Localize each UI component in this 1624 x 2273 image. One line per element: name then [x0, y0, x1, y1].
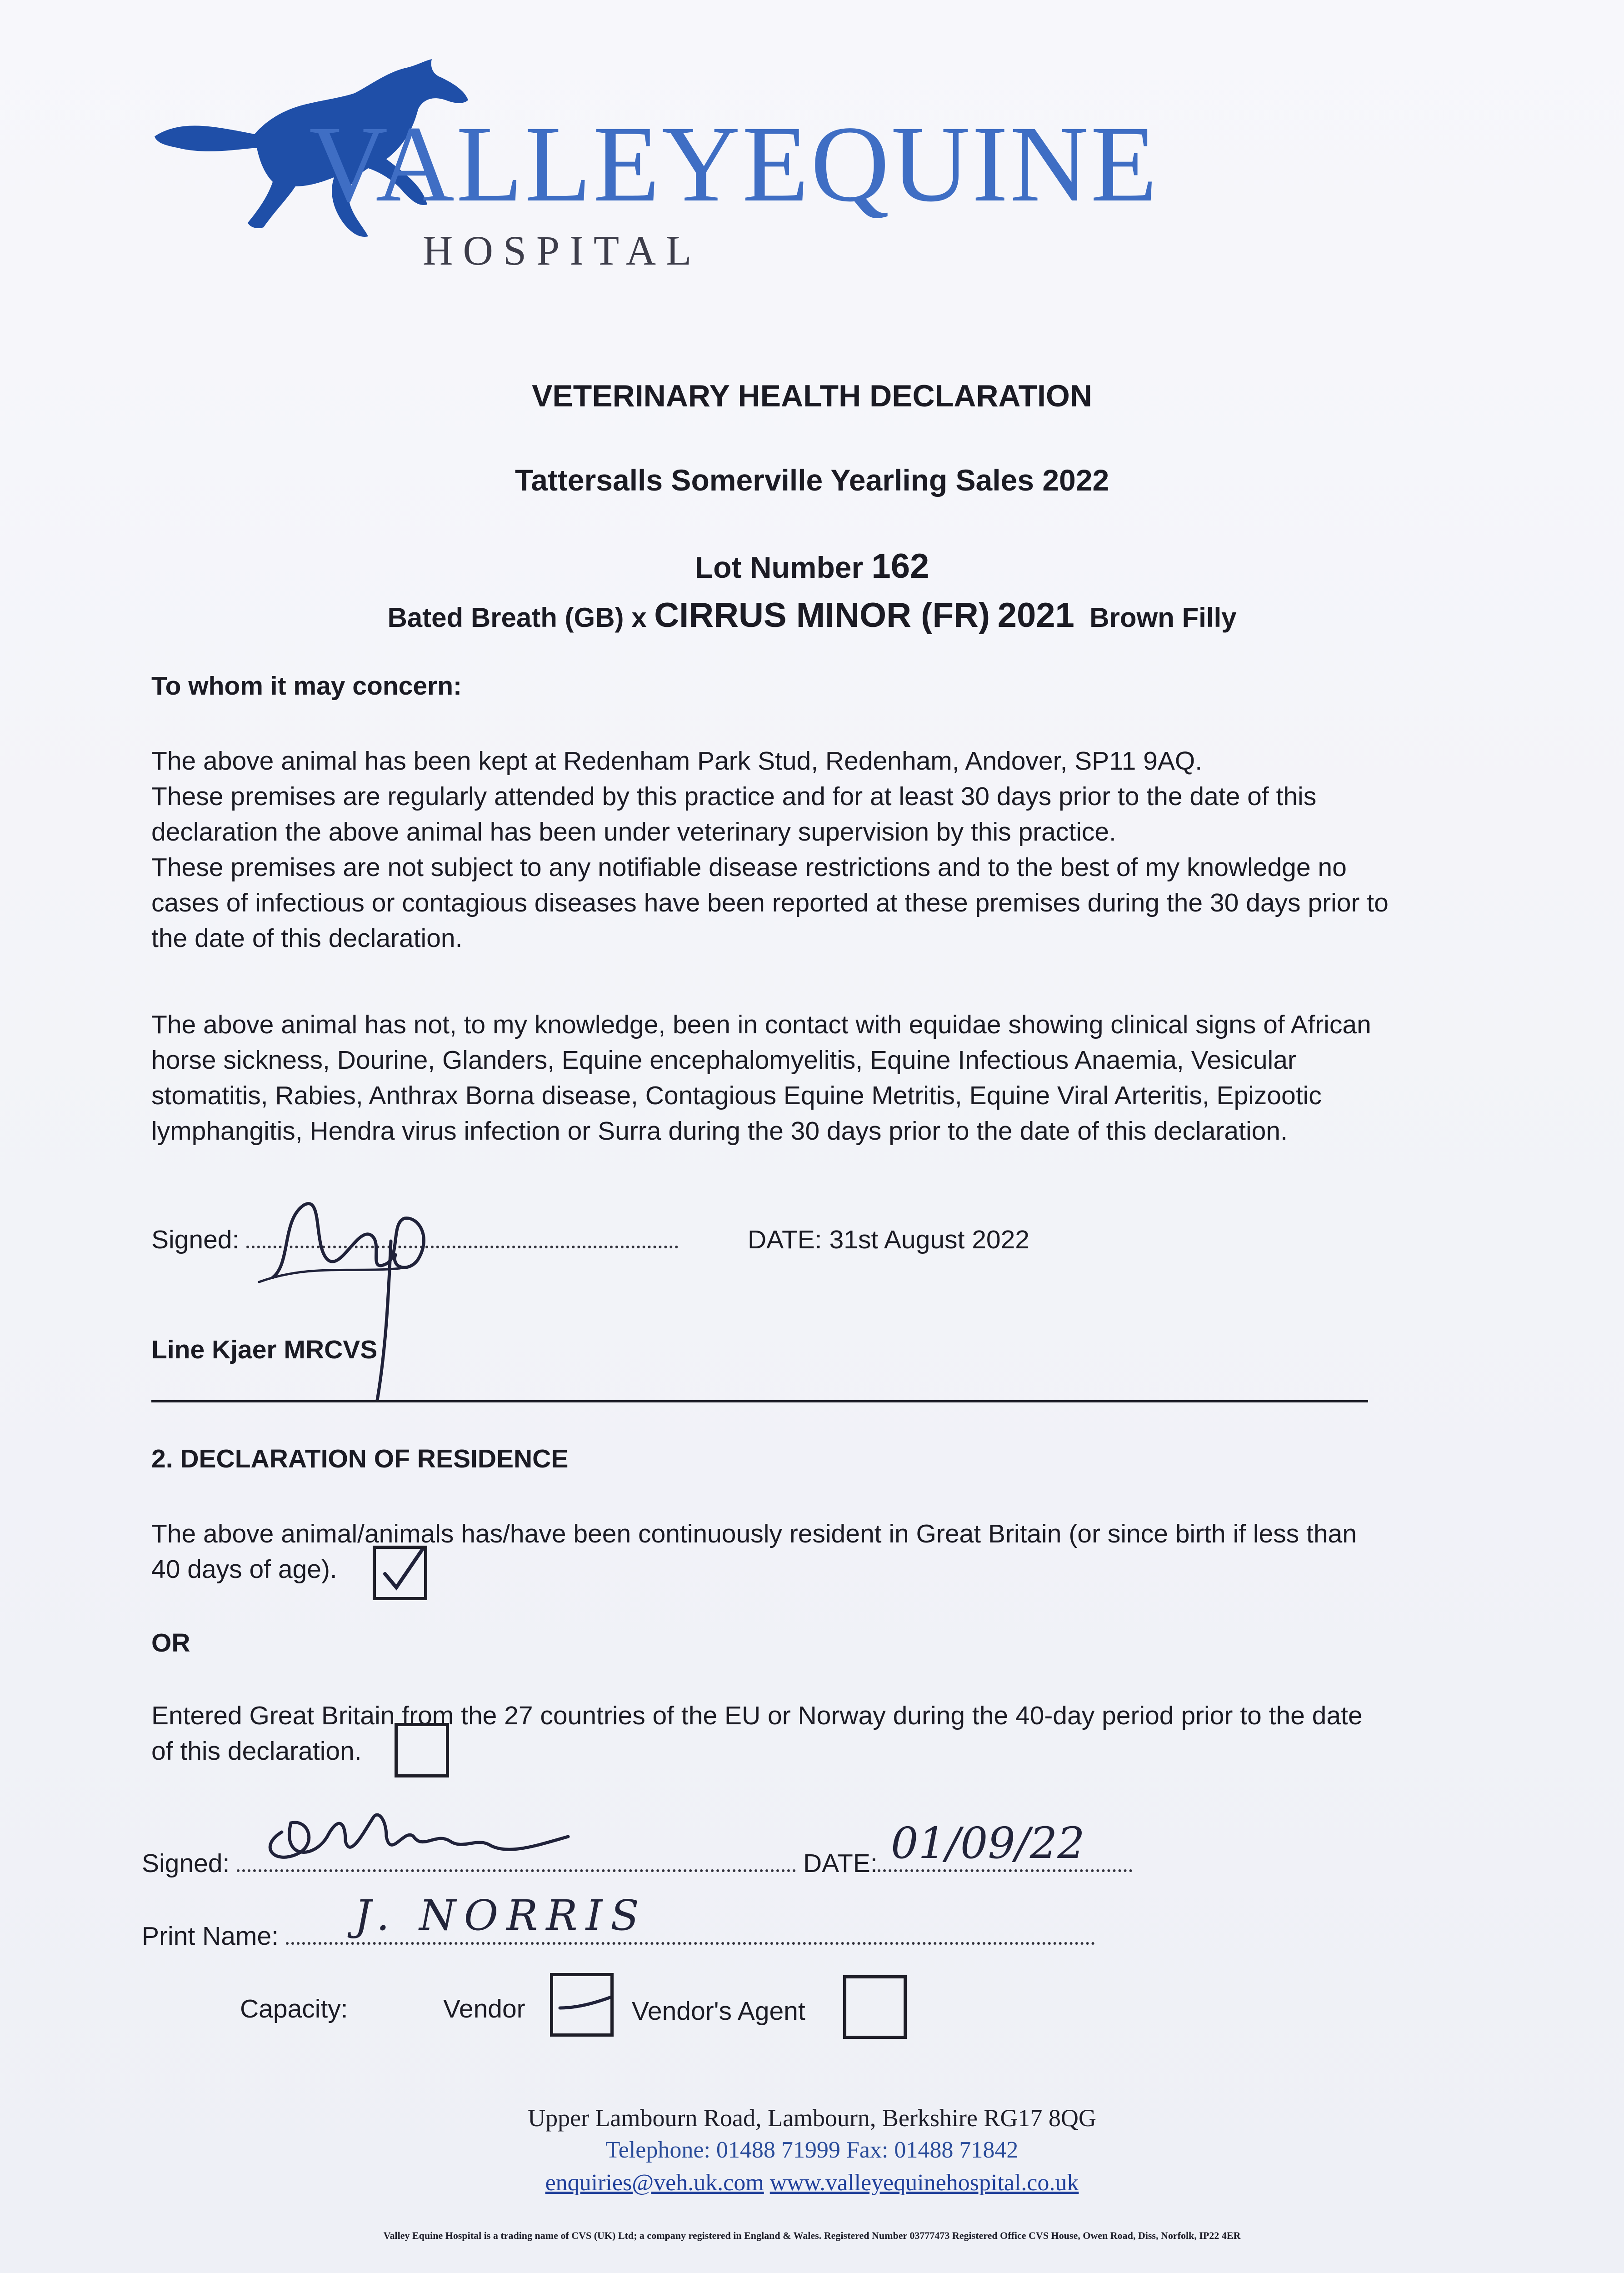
vendor-checkbox[interactable]	[550, 1973, 614, 2037]
signed-label: Signed:	[151, 1225, 240, 1254]
horse-description: Brown Filly	[1089, 602, 1237, 633]
logo-brand-text: VALLEYEQUINE	[309, 103, 1159, 224]
vet-signature	[255, 1155, 491, 1409]
vendors-agent-label: Vendor's Agent	[632, 1997, 805, 2026]
footer-email-link[interactable]: enquiries@veh.uk.com	[545, 2170, 764, 2196]
sire: Bated Breath (GB)	[387, 602, 624, 633]
checkmark-icon	[553, 1976, 610, 2033]
residence-option-2	[151, 1698, 1363, 1769]
paragraph-line: The above animal has not, to my knowledge, been in contact with equidae showing clinical signs of African	[151, 1010, 1371, 1039]
logo-sub-text: HOSPITAL	[423, 227, 702, 274]
vendor-signature	[255, 1791, 609, 1882]
footer-contacts	[0, 2169, 1624, 2196]
footer-address: Upper Lambourn Road, Lambourn, Berkshire RG17 8QG	[528, 2104, 1096, 2132]
checkmark-icon	[376, 1549, 424, 1597]
lot-label: Lot Number	[695, 551, 864, 584]
document-title: VETERINARY HEALTH DECLARATION	[532, 379, 1092, 413]
paragraph-line: The above animal has been kept at Redenham Park Stud, Redenham, Andover, SP11 9AQ.	[151, 746, 1203, 776]
vendor-label: Vendor	[443, 1994, 525, 2023]
date-label: DATE:	[748, 1225, 822, 1254]
paragraph-line: cases of infectious or contagious diseases have been reported at these premises during the 30 days prior to	[151, 888, 1389, 917]
paragraph-line: stomatitis, Rabies, Anthrax Borna disease, Contagious Equine Metritis, Equine Viral Arteritis, Epizootic	[151, 1081, 1322, 1110]
paragraph-line: The above animal/animals has/have been continuously resident in Great Britain (or since birth if less than	[151, 1519, 1357, 1548]
handwritten-date: 01/09/22	[891, 1818, 1085, 1868]
dam: CIRRUS MINOR (FR)	[654, 596, 990, 635]
footer-website-link[interactable]: www.valleyequinehospital.co.uk	[770, 2170, 1079, 2196]
horse-pedigree-line	[0, 596, 1624, 635]
date-value: 31st August 2022	[829, 1225, 1029, 1254]
residence-option-1-checkbox[interactable]	[373, 1546, 427, 1600]
section-divider	[151, 1400, 1368, 1402]
date-label: DATE:	[803, 1849, 878, 1878]
residence-option-2-checkbox[interactable]	[395, 1723, 449, 1777]
premises-paragraph	[151, 743, 1389, 956]
paragraph-line: of this declaration.	[151, 1737, 362, 1766]
vet-name: Line Kjaer MRCVS	[151, 1335, 378, 1364]
salutation: To whom it may concern:	[151, 671, 462, 701]
residence-heading: 2. DECLARATION OF RESIDENCE	[151, 1444, 569, 1473]
paragraph-line: declaration the above animal has been under veterinary supervision by this practice.	[151, 817, 1116, 846]
handwritten-print-name: J. NORRIS	[355, 1891, 648, 1940]
paragraph-line: the date of this declaration.	[151, 924, 463, 953]
print-name-dotted-line	[286, 1942, 1095, 1945]
vet-date	[748, 1222, 1029, 1257]
capacity-label: Capacity:	[240, 1994, 348, 2023]
or-label: OR	[151, 1628, 190, 1657]
footer-phone: Telephone: 01488 71999 Fax: 01488 71842	[605, 2137, 1019, 2163]
paragraph-line: These premises are not subject to any notifiable disease restrictions and to the best of my knowledge no	[151, 853, 1347, 882]
paragraph-line: horse sickness, Dourine, Glanders, Equine encephalomyelitis, Equine Infectious Anaemia, Vesicular	[151, 1046, 1296, 1075]
vendors-agent-checkbox[interactable]	[843, 1975, 907, 2039]
lot-number: 162	[871, 547, 929, 586]
disease-paragraph	[151, 1007, 1371, 1149]
paragraph-line: These premises are regularly attended by this practice and for at least 30 days prior to the date of this	[151, 782, 1317, 811]
foal-year: 2021	[997, 596, 1074, 635]
date-dotted-line	[878, 1869, 1132, 1872]
paragraph-line: 40 days of age).	[151, 1555, 337, 1584]
print-name-label: Print Name:	[142, 1922, 279, 1951]
footer-legal: Valley Equine Hospital is a trading name of CVS (UK) Ltd; a company registered in England & Wales. Registered Number 03777473 Registered Office CVS House, Owen Road, Diss, Norfolk, IP22 4ER	[383, 2230, 1241, 2241]
signed-label: Signed:	[142, 1849, 230, 1878]
cross-symbol: x	[631, 602, 647, 633]
valley-equine-logo	[150, 50, 1159, 274]
paragraph-line: Entered Great Britain from the 27 countries of the EU or Norway during the 40-day period prior to the date	[151, 1701, 1363, 1730]
residence-option-1	[151, 1516, 1357, 1587]
lot-line	[0, 546, 1624, 586]
sale-name: Tattersalls Somerville Yearling Sales 2022	[515, 463, 1109, 497]
paragraph-line: lymphangitis, Hendra virus infection or Surra during the 30 days prior to the date of this declaration.	[151, 1116, 1288, 1146]
